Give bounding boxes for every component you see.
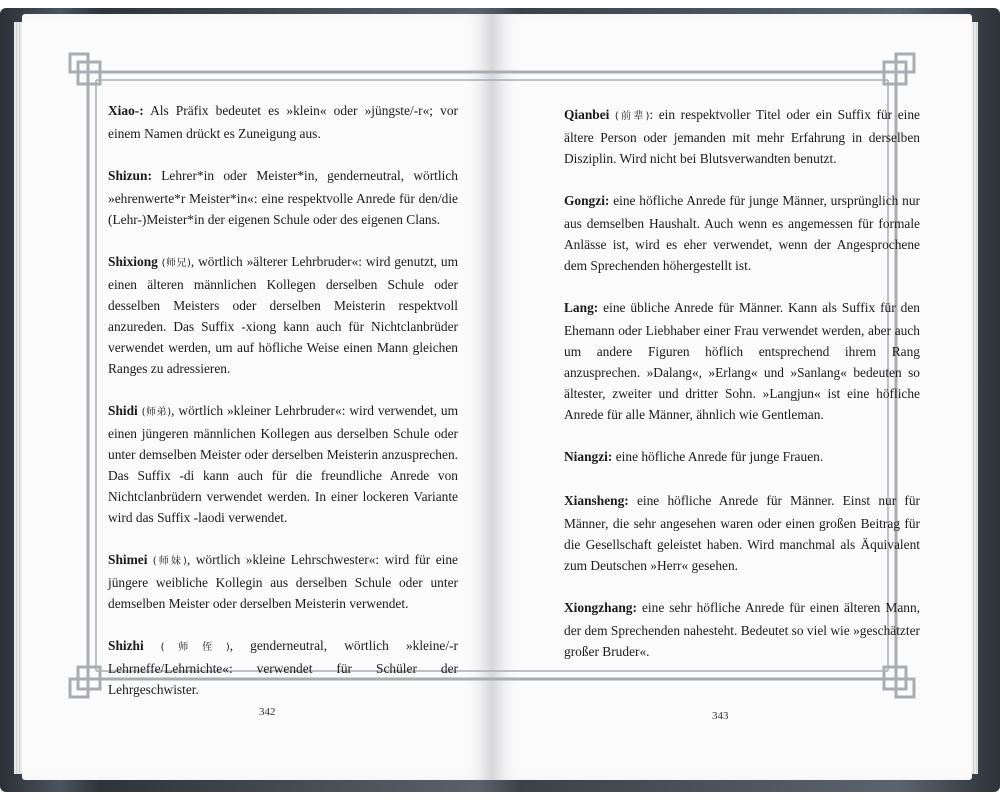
- entry-definition: eine höfliche Anrede für junge Männer, ursprünglich nur aus demselben Haushalt. Auch wenn es angemessen für formale Anlässe ist, wird es eher verwendet, wenn der Angesprochene dem Sprechenden höhergestellt ist.: [564, 193, 920, 273]
- entry-definition: , wörtlich »kleiner Lehrbruder«: wird verwendet, um einen jüngeren männlichen Kollegen aus derselben Schule oder unter demselben Meister oder derselben Meisterin anzusprechen. Das Suffix -di kann auch für die freundliche Anrede von Nichtclanbrüdern verwendet werden. In einer lockeren Variante wird das Suffix -laodi verwendet.: [108, 403, 459, 525]
- entry-term: Niangzi:: [564, 449, 613, 464]
- entry-term: Xiao-:: [108, 103, 144, 118]
- glossary-entry: [108, 165, 458, 230]
- glossary-entry: [564, 446, 920, 469]
- entry-hanzi: (师妹): [147, 556, 187, 567]
- entry-term: Shizun:: [108, 168, 152, 183]
- entry-term: Qianbei: [564, 107, 610, 122]
- entry-definition: eine höfliche Anrede für junge Frauen.: [612, 449, 824, 464]
- entry-definition: , wörtlich »kleine Lehrschwester«: wird für eine jüngere weibliche Kollegin aus derselben Schule oder unter demselben Meister oder derselben Meisterin verwendet.: [108, 552, 458, 611]
- entry-term: Shimei: [108, 552, 148, 567]
- entry-definition: eine höfliche Anrede für Männer. Einst nur für Männer, die sehr angesehen waren oder einen großen Beitrag für die Gesellschaft geleistet haben. Wird manchmal als Äquivalent zum Deutschen »Herr« gesehen.: [564, 493, 920, 573]
- entry-term: Shixiong: [108, 254, 158, 269]
- glossary-entry: [564, 490, 920, 576]
- entry-definition: : ein respektvoller Titel oder ein Suffix für eine ältere Person oder jemanden mit mehr Erfahrung in derselben Disziplin. Wird nicht bei Blutsverwandten benutzt.: [564, 107, 921, 166]
- entry-hanzi: (前辈): [609, 111, 650, 122]
- entry-term: Shidi: [108, 403, 138, 418]
- left-page-text: [108, 100, 458, 721]
- entry-hanzi: (师兄): [157, 258, 191, 269]
- glossary-entry: [108, 100, 458, 144]
- page-number: 343: [712, 710, 729, 722]
- entry-hanzi: (师侄): [143, 642, 230, 653]
- glossary-entry: [564, 297, 920, 425]
- entry-hanzi: (师弟): [137, 407, 172, 418]
- entry-term: Shizhi: [108, 638, 144, 653]
- page-number: 342: [259, 706, 276, 718]
- right-page: [492, 14, 972, 780]
- left-page: [22, 14, 492, 780]
- glossary-entry: [564, 104, 920, 169]
- glossary-entry: [564, 597, 920, 662]
- entry-term: Lang:: [564, 300, 599, 315]
- entry-definition: Als Präfix bedeutet es »klein« oder »jüngste/-r«; vor einem Namen drückt es Zuneigung aus.: [108, 103, 458, 141]
- glossary-entry: [108, 400, 458, 528]
- entry-term: Xiansheng:: [564, 493, 629, 508]
- glossary-entry: [108, 251, 458, 379]
- entry-definition: eine übliche Anrede für Männer. Kann als Suffix für den Ehemann oder Liebhaber einer Frau verwendet werden, aber auch um andere Figuren höflich entsprechend ihrem Rang anzusprechen. »Dalang«, »Erlang« und »Sanlang« bedeuten so ältester, zweiter und dritter Sohn. »Langjun« ist eine höfliche Anrede für alle Männer, ähnlich wie Gentleman.: [564, 300, 920, 422]
- entry-definition: Lehrer*in oder Meister*in, genderneutral, wörtlich »ehrenwerte*r Meister*in«: eine respektvolle Anrede für den/die (Lehr-)Meister*in der eigenen Schule oder des eigenen Clans.: [108, 168, 458, 227]
- entry-definition: , wörtlich »älterer Lehrbruder«: wird genutzt, um einen älteren männlichen Kollegen derselben Schule oder desselben Meisters oder derselben Meisterin respektvoll anzureden. Das Suffix -xiong kann auch für Nichtclanbrüder verwendet werden, um auf höfliche Weise einen Mann gleichen Ranges zu adressieren.: [108, 254, 458, 376]
- right-page-text: [564, 104, 920, 683]
- entry-definition: , genderneutral, wörtlich »kleine/-r Lehrneffe/Lehrnichte«: verwendet für Schüler der Lehrgeschwister.: [108, 638, 458, 697]
- entry-definition: eine sehr höfliche Anrede für einen älteren Mann, der dem Sprechenden nahesteht. Bedeutet so viel wie »geschätzter großer Bruder«.: [564, 600, 920, 659]
- glossary-entry: [564, 190, 920, 276]
- entry-term: Gongzi:: [564, 193, 610, 208]
- entry-term: Xiongzhang:: [564, 600, 637, 615]
- glossary-entry: [108, 635, 458, 700]
- glossary-entry: [108, 549, 458, 614]
